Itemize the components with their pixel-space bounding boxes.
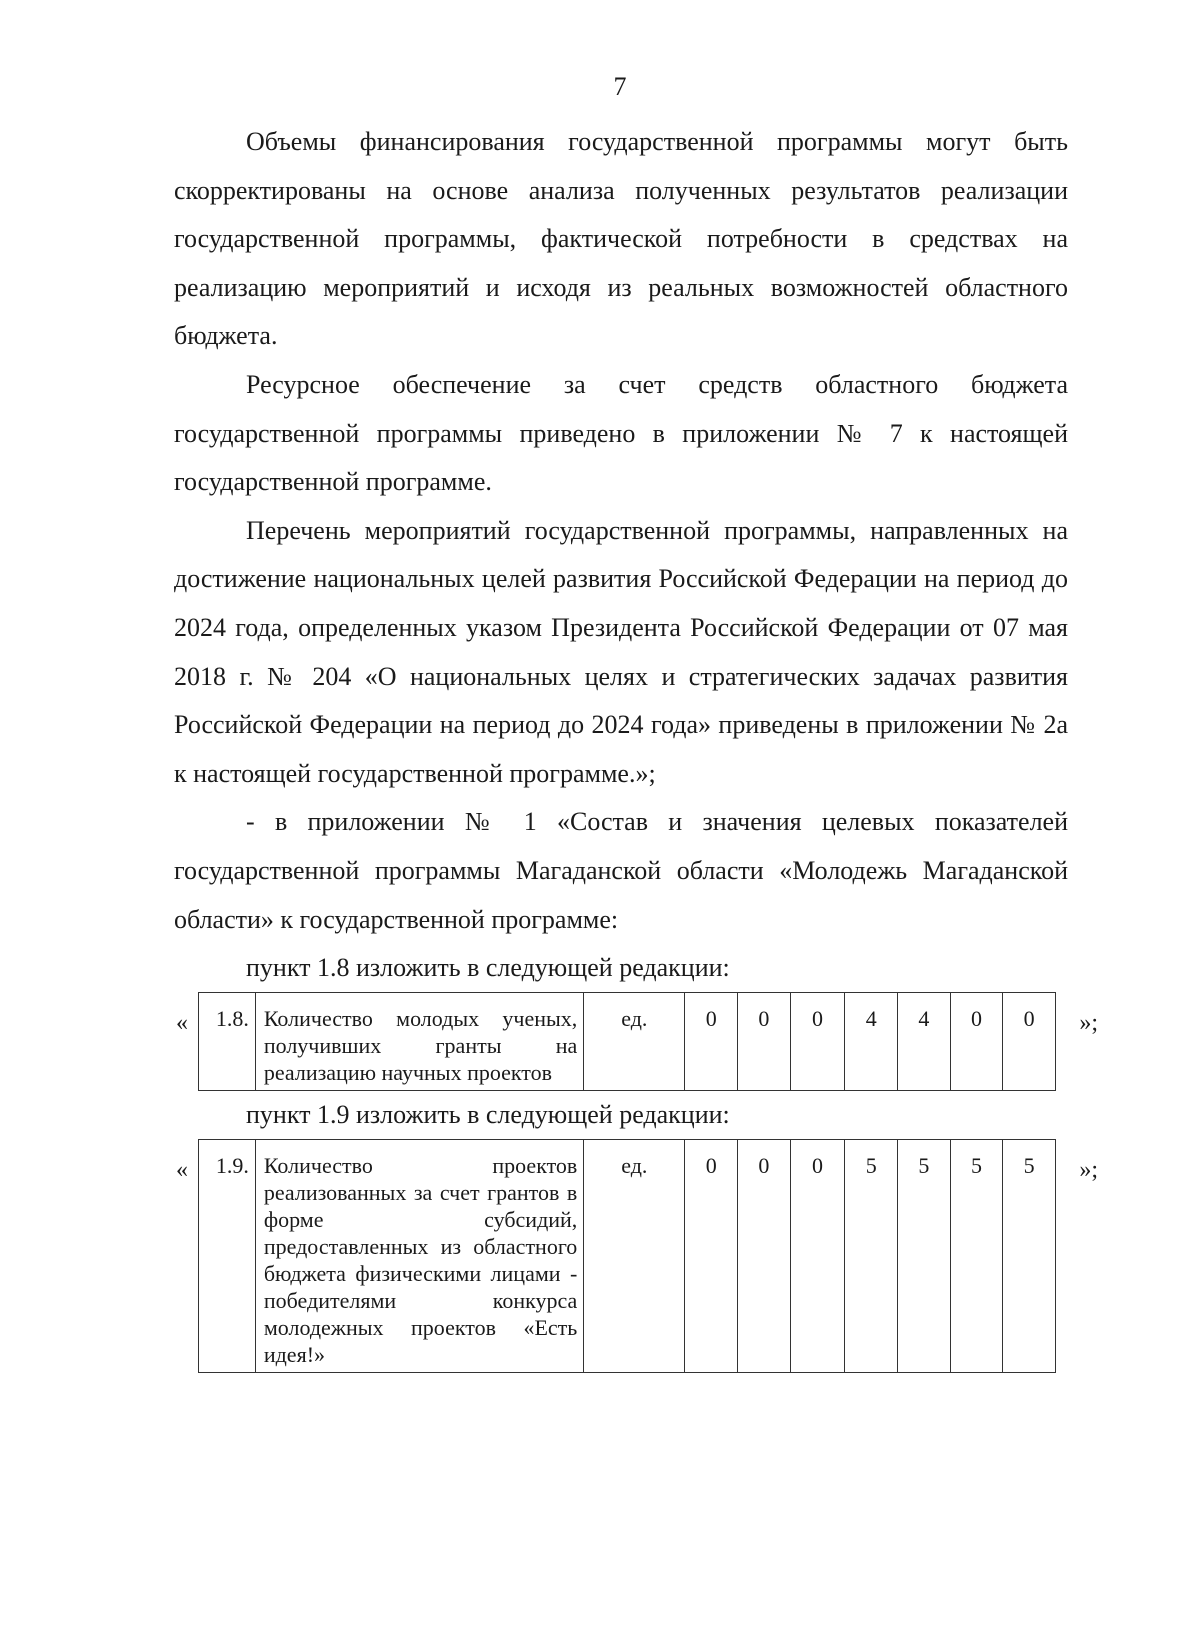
indicator-number: 1.8. — [199, 993, 256, 1091]
table-row — [199, 993, 1056, 1091]
indicator-name: Количество проектов реализованных за счет грантов в форме субсидий, предоставленных из областного бюджета физическими лицами - победителями конкурса молодежных проектов «Есть идея!» — [255, 1140, 583, 1373]
paragraph-resources: Ресурсное обеспечение за счет средств областного бюджета государственной программы приведено в приложении № 7 к настоящей государственной программе. — [174, 369, 1068, 497]
indicator-table-1-9 — [198, 1139, 1056, 1373]
indicator-value: 0 — [738, 993, 791, 1091]
indicator-table-1-8 — [198, 992, 1056, 1091]
indicator-value: 5 — [1003, 1140, 1056, 1373]
item-1-9-row — [176, 1139, 1098, 1373]
indicator-number: 1.9. — [199, 1140, 256, 1373]
indicator-value: 0 — [1003, 993, 1056, 1091]
indicator-value: 0 — [950, 993, 1003, 1091]
item-1-8-intro: пункт 1.8 изложить в следующей редакции: — [246, 953, 730, 983]
table-row — [199, 1140, 1056, 1373]
paragraph-appendix-1: - в приложении № 1 «Состав и значения целевых показателей государственной программы Магаданской области «Молодежь Магаданской области» к государственной программе: — [174, 807, 1068, 934]
paragraph-national-goals: Перечень мероприятий государственной программы, направленных на достижение национальных целей развития Российской Федерации на период до 2024 года, определенных указом Президента Российской Федерации от 07 мая 2018 г. № 204 «О национальных целях и стратегических задачах развития Российской Федерации на период до 2024 года» приведены в приложении № 2а к настоящей государственной программе.»; — [174, 515, 1068, 788]
quote-close-mark: »; — [1079, 1010, 1098, 1037]
document-body — [174, 118, 1098, 1373]
item-1-8-row — [176, 992, 1098, 1091]
paragraph-financing: Объемы финансирования государственной программы могут быть скорректированы на основе анализа полученных результатов реализации государственной программы, фактической потребности в средствах на реализацию мероприятий и исходя из реальных возможностей областного бюджета. — [174, 127, 1068, 351]
indicator-unit: ед. — [584, 993, 685, 1091]
indicator-value: 5 — [950, 1140, 1003, 1373]
indicator-value: 0 — [790, 1140, 845, 1373]
indicator-value: 5 — [898, 1140, 951, 1373]
item-1-9-intro: пункт 1.9 изложить в следующей редакции: — [246, 1100, 730, 1130]
page-number: 7 — [613, 72, 627, 101]
indicator-unit: ед. — [584, 1140, 685, 1373]
indicator-value: 4 — [845, 993, 898, 1091]
indicator-value: 0 — [685, 993, 738, 1091]
indicator-value: 0 — [790, 993, 845, 1091]
indicator-value: 0 — [685, 1140, 738, 1373]
indicator-value: 0 — [738, 1140, 791, 1373]
quote-open-mark: « — [176, 1157, 188, 1184]
indicator-name: Количество молодых ученых, получивших гранты на реализацию научных проектов — [255, 993, 583, 1091]
quote-close-mark: »; — [1079, 1157, 1098, 1184]
quote-open-mark: « — [176, 1010, 188, 1037]
indicator-value: 5 — [845, 1140, 898, 1373]
indicator-value: 4 — [898, 993, 951, 1091]
